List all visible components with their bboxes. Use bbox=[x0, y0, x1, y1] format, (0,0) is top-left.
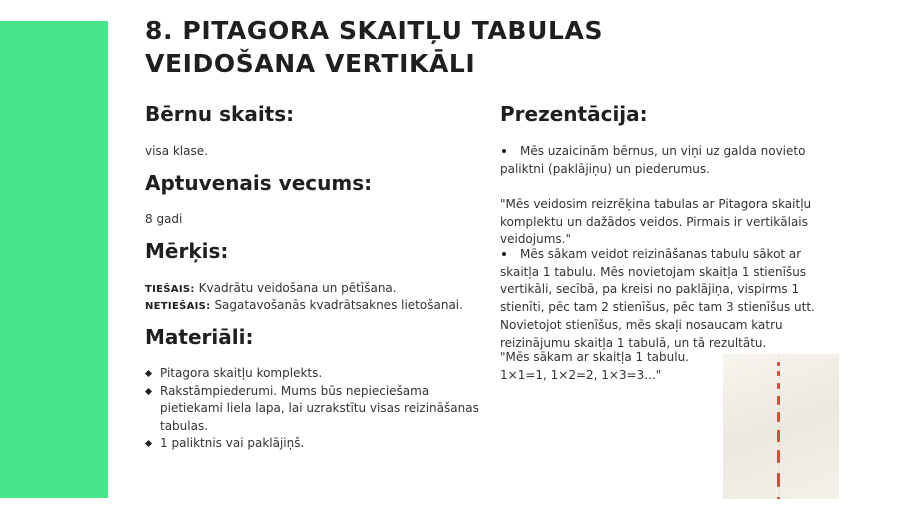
goal-direct-text: Kvadrātu veidošana un pētīšana. bbox=[198, 281, 397, 295]
presentation-step-2 bbox=[500, 246, 842, 352]
materials-list bbox=[145, 365, 480, 453]
bullet-icon bbox=[502, 149, 506, 153]
quote-line-2: 1×1=1, 1×2=2, 1×3=3..." bbox=[500, 367, 662, 382]
bead-bar bbox=[777, 383, 780, 390]
goal-heading: Mērķis: bbox=[145, 239, 229, 263]
accent-bar bbox=[0, 21, 108, 498]
title-line-2: VEIDOŠANA VERTIKĀLI bbox=[145, 49, 476, 78]
bead-bar bbox=[777, 412, 780, 422]
bead-bar bbox=[777, 396, 780, 404]
diamond-bullet-icon bbox=[145, 370, 152, 377]
goal-direct bbox=[145, 280, 397, 298]
photo-mat bbox=[723, 354, 839, 499]
title-line-1: 8. PITAGORA SKAITĻU TABULAS bbox=[145, 16, 604, 45]
materials-item bbox=[145, 383, 480, 436]
presentation-quote-1: "Mēs veidosim reizrēķina tabulas ar Pitagora skaitļu komplektu un dažādos veidos. Pirmais ir vertikālais veidojums." bbox=[500, 197, 812, 247]
age-heading: Aptuvenais vecums: bbox=[145, 171, 373, 195]
page-title bbox=[145, 14, 603, 80]
materials-item-text: Pitagora skaitļu komplekts. bbox=[160, 366, 323, 380]
age-value: 8 gadi bbox=[145, 212, 183, 226]
diamond-bullet-icon bbox=[145, 387, 152, 394]
bead-bar bbox=[777, 430, 780, 442]
children-value: visa klase. bbox=[145, 144, 208, 158]
goal-direct-label: TIEŠAIS: bbox=[145, 284, 195, 295]
materials-heading: Materiāli: bbox=[145, 325, 254, 349]
children-heading: Bērnu skaits: bbox=[145, 102, 295, 126]
materials-item-text: 1 paliktnis vai paklājiņš. bbox=[160, 436, 305, 450]
bead-bar bbox=[777, 497, 780, 499]
bead-bar bbox=[777, 450, 780, 463]
presentation-step-1 bbox=[500, 143, 842, 178]
goal-indirect-label: NETIEŠAIS: bbox=[145, 301, 211, 312]
bullet-icon bbox=[502, 252, 506, 256]
goal-indirect-text: Sagatavošanās kvadrātsaknes lietošanai. bbox=[214, 298, 463, 312]
bead-bars-photo bbox=[723, 354, 839, 499]
materials-item bbox=[145, 435, 480, 453]
presentation-heading: Prezentācija: bbox=[500, 102, 648, 126]
diamond-bullet-icon bbox=[145, 440, 152, 447]
presentation-quote-2 bbox=[500, 349, 720, 384]
presentation-step-2-text: Mēs sākam veidot reizināšanas tabulu sākot ar skaitļa 1 tabulu. Mēs novietojam skaitļa 1 stienīšus vertikāli, secībā, pa kreisi no paklājiņa, vispirms 1 stienīti, pēc tam 2 stienīšus, pēc tam 3 stienīšus utt. Novietojot stienīšus, mēs skaļi nosaucam katru reizinājumu skaitļa 1 tabulā, un tā rezultātu. bbox=[500, 247, 815, 350]
bead-bar bbox=[777, 362, 780, 366]
presentation-step-1-text: Mēs uzaicinām bērnus, un viņi uz galda novieto paliktni (paklājiņu) un piederumus. bbox=[500, 144, 806, 176]
materials-item bbox=[145, 365, 480, 383]
bead-bar bbox=[777, 371, 780, 376]
materials-item-text: Rakstāmpiederumi. Mums būs nepieciešama pietiekami liela lapa, lai uzrakstītu visas reizināšanas tabulas. bbox=[160, 383, 479, 433]
quote-line-1: "Mēs sākam ar skaitļa 1 tabulu. bbox=[500, 350, 689, 364]
goal-indirect bbox=[145, 297, 463, 315]
bead-bar bbox=[777, 473, 780, 488]
